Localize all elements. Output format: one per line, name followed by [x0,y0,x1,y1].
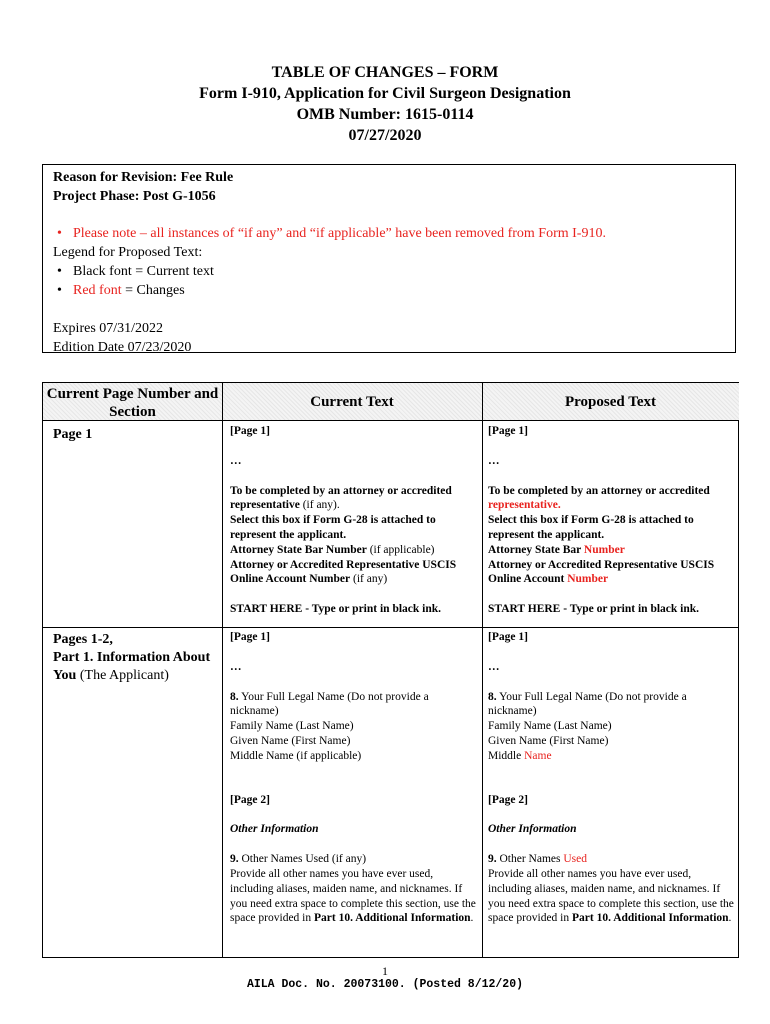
current-text-row2 [230,630,476,926]
middle-name-label: Middle Name (if applicable) [230,749,362,762]
edition-date: Edition Date 07/23/2020 [53,340,192,355]
expires-date: Expires 07/31/2022 [53,321,164,336]
current-text-row1 [230,424,476,617]
ellipsis: … [488,454,500,467]
legal-name-block [230,690,476,764]
ellipsis: … [488,660,500,673]
section-page-1: Page 1 [53,427,93,442]
item-number: 8. [230,690,239,703]
ellipsis: … [230,454,242,467]
given-name-label: Given Name (First Name) [230,734,351,747]
legend-red [53,281,725,300]
attorney-block [230,484,476,588]
other-names-change: Used [563,853,588,866]
bar-number-note: (if applicable) [366,543,435,556]
bar-number-text: Attorney State Bar Number [230,543,367,556]
proposed-text-row2 [488,630,734,926]
header-date: 07/27/2020 [348,127,422,144]
proposed-page-ref: [Page 1] [488,631,528,643]
uscis-account-text: Attorney or Accredited Representative USCIS Online Account Number [230,558,457,586]
header-omb-number: OMB Number: 1615-0114 [296,106,474,123]
column-divider [222,383,223,957]
page-2-ref: [Page 2] [230,793,270,806]
current-page-ref: [Page 1] [230,425,270,437]
item-number: 9. [488,853,497,866]
changes-table [42,382,739,958]
row-divider [43,627,739,628]
header-rule [222,420,739,421]
start-here-text: START HERE - Type or print in black ink. [488,603,700,616]
legal-name-question: Your Full Legal Name (Do not provide a nickname) [488,690,687,718]
attorney-text: To be completed by an attorney or accredited [488,484,710,497]
legend-black: • Black font = Current text [53,262,725,281]
middle-name-label: Middle [488,749,525,762]
middle-name-change: Name [524,749,552,762]
other-names-block [230,852,476,926]
bar-number-text: Attorney State Bar [488,543,584,556]
legal-name-block [488,690,734,764]
g28-text: Select this box if Form G-28 is attached to represent the applicant. [230,514,436,541]
g28-text: Select this box if Form G-28 is attached to represent the applicant. [488,514,694,541]
attorney-note: (if any). [299,499,340,512]
page-2-ref: [Page 2] [488,793,528,806]
column-header-current: Current Text [222,383,482,421]
proposed-text-row1 [488,424,734,617]
legend-red-rest: = Changes [121,283,185,298]
family-name-label: Family Name (Last Name) [230,720,354,733]
header-form-name: Form I-910, Application for Civil Surgeon Designation [199,85,571,102]
section-part-note: (The Applicant) [76,668,169,683]
bar-number-change: Number [583,543,625,556]
period: . [728,912,732,925]
other-names-block [488,852,734,926]
page-number: 1 [382,964,388,978]
proposed-page-ref: [Page 1] [488,425,528,437]
attorney-text: To be completed by an attorney or accredited representative [230,484,452,512]
other-info-heading: Other Information [230,823,319,836]
attorney-change: representative. [488,499,561,512]
given-name-label: Given Name (First Name) [488,734,609,747]
header-title: TABLE OF CHANGES – FORM [271,64,499,81]
part-10-reference: Part 10. Additional Information [314,912,471,925]
item-number: 9. [230,853,239,866]
attorney-block [488,484,734,588]
document-header [0,62,770,146]
legal-name-question: Your Full Legal Name (Do not provide a nickname) [230,690,429,718]
legend-title: Legend for Proposed Text: [53,245,203,260]
uscis-account-text: Attorney or Accredited Representative USCIS Online Account [488,558,715,586]
removal-note: • Please note – all instances of “if any” and “if applicable” have been removed from Form I-910. [53,224,725,243]
uscis-account-note: (if any) [350,573,388,586]
revision-info-box [42,164,736,353]
ellipsis: … [230,660,242,673]
aila-doc-number: AILA Doc. No. 20073100. (Posted 8/12/20) [246,978,524,991]
start-here-text: START HERE - Type or print in black ink. [230,603,442,616]
item-number: 8. [488,690,497,703]
other-names-question: Other Names Used (if any) [238,853,367,866]
revision-reason: Reason for Revision: Fee Rule [53,170,234,185]
other-info-heading: Other Information [488,823,577,836]
other-names-instructions: Provide all other names you have ever used, including aliases, maiden name, and nicknames. If you need extra space to complete this section, use the space provided in [488,867,734,925]
other-names-question: Other Names [496,853,564,866]
section-part-1 [53,631,213,685]
family-name-label: Family Name (Last Name) [488,720,612,733]
other-names-instructions: Provide all other names you have ever used, including aliases, maiden name, and nicknames. If you need extra space to complete this section, use the space provided in [230,867,476,925]
period: . [470,912,474,925]
uscis-account-change: Number [567,573,609,586]
section-pages: Pages 1-2, [53,632,113,647]
project-phase: Project Phase: Post G-1056 [53,189,216,204]
current-page-ref: [Page 1] [230,631,270,643]
column-header-proposed: Proposed Text [482,383,739,421]
legend-red-label: Red font [73,283,122,298]
section-part-title: Part 1. Information About You [53,650,211,683]
column-divider [482,383,483,957]
column-header-section: Current Page Number and Section [43,383,222,421]
part-10-reference: Part 10. Additional Information [572,912,729,925]
